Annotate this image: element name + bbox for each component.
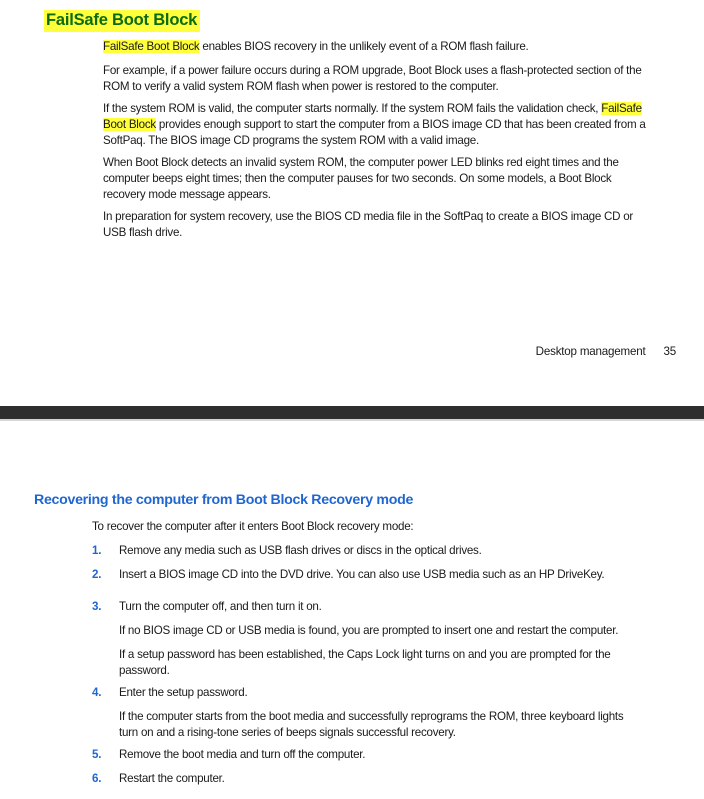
intro-text: To recover the computer after it enters Boot Block recovery mode: [92,520,414,533]
step-number: 1. [92,544,102,557]
paragraph-2 [103,63,678,95]
step-note-line: If a setup password has been established, the Caps Lock light turns on and you are prompted for the [119,648,611,661]
highlighted-text: FailSafe Boot Block [103,40,200,53]
paragraph-4 [103,155,678,203]
step-text: Enter the setup password. [119,686,248,699]
step-note [119,647,679,679]
step-note: If no BIOS image CD or USB media is found, you are prompted to insert one and restart the computer. [119,624,619,637]
step-text: Remove any media such as USB flash drives or discs in the optical drives. [119,544,482,557]
section-heading-recovering: Recovering the computer from Boot Block Recovery mode [34,492,414,508]
paragraph-line: computer beeps eight times; then the computer pauses for two seconds. On some models, a Boot Block [103,172,612,185]
footer-section-title: Desktop management [535,345,646,358]
step-note [119,709,679,741]
step-number: 2. [92,568,102,581]
page-separator [0,406,704,419]
paragraph-3 [103,101,678,149]
paragraph-line: When Boot Block detects an invalid system ROM, the computer power LED blinks red eight times and the [103,156,619,169]
paragraph-5 [103,209,678,241]
paragraph-line [103,101,678,117]
step-number: 6. [92,772,102,785]
paragraph-line: For example, if a power failure occurs during a ROM upgrade, Boot Block uses a flash-protected section of the [103,64,642,77]
paragraph-line: ROM to verify a valid system ROM flash when power is restored to the computer. [103,80,499,93]
page-36 [0,421,704,799]
step-number: 3. [92,600,102,613]
highlighted-text: Boot Block [103,118,156,131]
step-text: Turn the computer off, and then turn it on. [119,600,322,613]
paragraph-line: SoftPaq. The BIOS image CD programs the system ROM with a valid image. [103,134,479,147]
paragraph-text: provides enough support to start the computer from a BIOS image CD that has been created from a [155,118,646,131]
page-footer [536,345,676,358]
paragraph-line: In preparation for system recovery, use the BIOS CD media file in the SoftPaq to create a BIOS image CD or [103,210,634,223]
step-note-line: turn on and a rising-tone series of beeps signals successful recovery. [119,726,456,739]
page-number: 35 [663,345,676,358]
paragraph-line: USB flash drive. [103,226,183,239]
step-number: 4. [92,686,102,699]
paragraph-text: enables BIOS recovery in the unlikely event of a ROM flash failure. [199,40,529,53]
step-text: Remove the boot media and turn off the computer. [119,748,366,761]
paragraph-text: If the system ROM is valid, the computer starts normally. If the system ROM fails the validation check, [103,102,602,115]
section-heading-failsafe: FailSafe Boot Block [44,10,200,32]
paragraph-1 [103,39,678,55]
step-note-line: password. [119,664,170,677]
step-number: 5. [92,748,102,761]
paragraph-line [103,117,678,133]
paragraph-line: recovery mode message appears. [103,188,271,201]
step-text: Restart the computer. [119,772,225,785]
step-note-line: If the computer starts from the boot media and successfully reprograms the ROM, three keyboard lights [119,710,624,723]
highlighted-text: FailSafe [601,102,642,115]
step-text: Insert a BIOS image CD into the DVD drive. You can also use USB media such as an HP DriveKey. [119,568,605,581]
